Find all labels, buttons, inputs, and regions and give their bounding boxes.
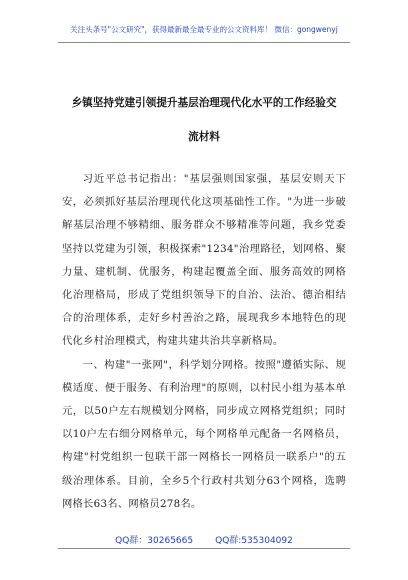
header-divider xyxy=(58,42,350,43)
footer-qq-group-2: QQ群:535304092 xyxy=(215,536,293,546)
body-paragraph-intro: 习近平总书记指出："基层强则国家强，基层安则天下安，必须抓好基层治理现代化这项基础性工作。"为进一步破解基层治理不够精细、服务群众不够精准等问题，我乡党委坚持以党建为引领，积极探索"1234"治理路径，划网格、聚力量、建机制、优服务，构建起覆盖全面、服务高效的网格化治理格局，形成了党组织领导下的自治、法治、德治相结合的治理体系，走好乡村善治之路，展现我乡本地特色的现代化乡村治理模式，构建共建共治共享新格局。 xyxy=(62,173,346,348)
document-body xyxy=(62,168,346,516)
header-banner: 关注头条号"公文研究"，获得最新最全最专业的公文资料库！ 微信：gongwenyj xyxy=(70,25,338,34)
footer-divider xyxy=(58,548,350,549)
body-paragraph-section-1: 一、构建"一张网"，科学划分网格。按照"遵循实际、规模适度、便于服务、有利治理"的原则，以村民小组为基本单元，以50户左右规模划分网格，同步成立网格党组织；同时以10户左右细分网格单元，每个网格单元配备一名网格员，构建"村党组织一包联干部一网格长一网格员一联系户"的五级治理体系。目前，全乡5个行政村共划分63个网格，选聘网格长63名、网格员278名。 xyxy=(62,358,346,510)
document-title-line-1: 乡镇坚持党建引领提升基层治理现代化水平的工作经验交 xyxy=(71,97,337,109)
footer-qq-group-1: QQ群：30265665 xyxy=(115,536,194,546)
document-title-line-2: 流材料 xyxy=(188,131,220,143)
footer-contact xyxy=(0,533,408,546)
